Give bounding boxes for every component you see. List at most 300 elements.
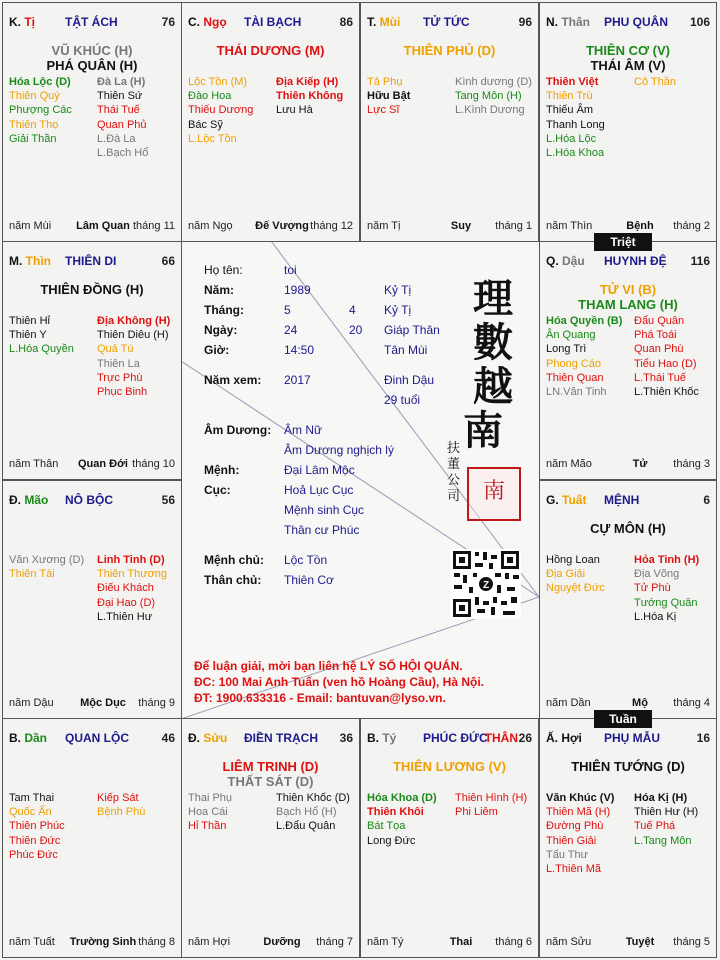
- minor-star: L.Đà La: [97, 132, 136, 145]
- palace-header: [367, 15, 532, 31]
- minor-star: Đẩu Quân: [634, 315, 685, 327]
- life-stage: Thai: [449, 936, 473, 948]
- minor-star: Bệnh Phù: [97, 806, 146, 819]
- palace-footer: [367, 220, 532, 234]
- cuc-label: Cục:: [204, 483, 231, 497]
- red-seal-stamp: 南: [467, 467, 521, 521]
- viewyear-label: Năm xem:: [204, 373, 262, 387]
- minor-star: Trực Phù: [97, 371, 143, 384]
- minor-star: Tấu Thư: [546, 848, 589, 861]
- minor-star: Bạch Hổ (H): [276, 806, 337, 819]
- minor-star: Điếu Khách: [97, 582, 154, 595]
- month-label: tháng 4: [673, 697, 710, 709]
- palace-tuat[interactable]: [539, 480, 717, 719]
- palace-dan[interactable]: [2, 718, 182, 958]
- minor-star: Thai Phụ: [188, 792, 233, 804]
- main-star: THÁI DƯƠNG (M): [216, 43, 325, 58]
- minor-star: Đường Phù: [546, 820, 604, 833]
- branch-label: [9, 254, 51, 268]
- palace-header: [546, 731, 710, 747]
- svg-text:Z: Z: [482, 580, 490, 591]
- branch-part: N.: [546, 15, 562, 29]
- minor-star: Tướng Quân: [634, 596, 698, 609]
- minor-star: Tả Phụ: [367, 76, 403, 88]
- palace-name: TẬT ÁCH: [65, 15, 118, 29]
- minor-star: Hóa Khoa (D): [367, 792, 437, 804]
- name-value: toi: [284, 263, 297, 277]
- palace-thin[interactable]: [2, 241, 182, 480]
- star-column-left: [367, 791, 437, 848]
- main-stars: [361, 43, 538, 58]
- main-star: THÁI ÂM (V): [590, 58, 666, 73]
- main-stars: [182, 759, 359, 789]
- minor-star: Thiếu Âm: [546, 104, 594, 117]
- branch-part: Ấ.: [546, 731, 562, 745]
- minor-star: Thiên Hình (H): [455, 792, 528, 804]
- annual-year: năm Sửu: [546, 936, 592, 948]
- minor-star: Lực Sĩ: [367, 104, 400, 117]
- main-stars: [3, 282, 181, 297]
- palace-footer: [367, 936, 532, 950]
- minor-star: Thiên Khôi: [367, 806, 424, 819]
- center-info-panel: [181, 241, 539, 719]
- palace-name: TÀI BẠCH: [244, 15, 302, 29]
- minor-star: Long Trì: [546, 343, 587, 356]
- viewyear-can: Đinh Dậu: [384, 373, 435, 387]
- minor-star: Giải Thần: [9, 132, 57, 145]
- age-value: 29 tuổi: [384, 393, 421, 407]
- branch-part: T.: [367, 15, 380, 29]
- branch-part: Q.: [546, 254, 563, 268]
- major-period-number: 106: [689, 15, 710, 29]
- star-column-right: [634, 314, 699, 399]
- triet-badge: Triệt: [594, 233, 652, 251]
- star-column-right: [97, 553, 167, 624]
- branch-part: Đ.: [188, 731, 204, 745]
- palace-name: TỬ TỨC: [423, 15, 470, 29]
- minor-star: Văn Khúc (V): [546, 792, 615, 804]
- minor-star: Phượng Các: [9, 104, 72, 117]
- main-star: THIÊN CƠ (V): [585, 43, 671, 58]
- main-stars: [540, 521, 716, 536]
- star-column-right: [97, 314, 170, 399]
- life-stage: Đế Vượng: [255, 220, 309, 232]
- month-label: tháng 8: [138, 936, 175, 948]
- star-column-right: [276, 75, 343, 118]
- major-period-number: 76: [161, 15, 175, 29]
- life-stage: Mộc Dục: [80, 697, 126, 709]
- contact-line-2: ĐC: 100 Mai Anh Tuấn (ven hồ Hoàng Cầu), Hà Nội.: [194, 675, 485, 689]
- palace-name: NÔ BỘC: [65, 493, 113, 507]
- branch-label: [546, 15, 590, 29]
- month-label: tháng 1: [495, 220, 532, 232]
- branch-label: [367, 731, 396, 745]
- minor-star: Thiên Hỉ: [9, 315, 50, 327]
- branch-label: [367, 15, 400, 29]
- branch-label: [9, 15, 35, 29]
- cuc-relation: Mệnh sinh Cục: [284, 503, 365, 517]
- star-column-left: [9, 314, 74, 357]
- life-stage: Suy: [450, 220, 472, 232]
- minor-star: Thiếu Dương: [188, 104, 254, 117]
- minor-star: L.Hóa Lộc: [546, 132, 597, 145]
- branch-part: Thân: [561, 15, 591, 29]
- palace-name: THIÊN DI: [65, 254, 117, 268]
- minor-star: Văn Xương (D): [9, 554, 85, 566]
- main-star: VŨ KHÚC (H): [51, 43, 133, 58]
- month-label: tháng 11: [132, 220, 175, 232]
- branch-part: Hợi: [561, 731, 582, 745]
- menhchu-value: Lộc Tồn: [284, 553, 328, 567]
- star-column-left: [9, 75, 72, 146]
- palace-footer: [546, 936, 710, 950]
- minor-star: L.Tang Môn: [634, 834, 692, 847]
- minor-star: Thiên Giải: [546, 834, 597, 847]
- branch-part: Dần: [24, 731, 48, 745]
- amduong-relation: Âm Dương nghịch lý: [284, 443, 394, 457]
- palace-footer: [9, 220, 175, 234]
- contact-line-3: ĐT: 1900.633316 - Email: bantuvan@lyso.vn.: [194, 691, 446, 705]
- month-can: Kỷ Tị: [384, 303, 412, 317]
- star-column-left: [546, 314, 622, 399]
- major-period-number: 56: [161, 493, 175, 507]
- main-star: PHÁ QUÂN (H): [46, 58, 138, 73]
- life-stage: Bệnh: [626, 220, 654, 232]
- palace-name: PHÚC ĐỨC: [423, 731, 488, 745]
- star-column-right: [97, 75, 148, 160]
- minor-star: Quan Phù: [634, 343, 684, 356]
- minor-star: L.Hóa Quyền: [9, 343, 74, 356]
- minor-star: Tang Môn (H): [455, 90, 522, 103]
- month-label: tháng 2: [673, 220, 710, 232]
- month-label: tháng 10: [132, 458, 175, 470]
- minor-star: L.Thiên Khốc: [634, 386, 699, 399]
- tuan-badge: Tuần: [594, 710, 652, 728]
- star-column-left: [9, 553, 84, 581]
- calligraphy-char: 越: [473, 363, 513, 410]
- branch-part: Dậu: [562, 254, 585, 268]
- life-stage: Lâm Quan: [76, 220, 130, 232]
- life-stage: Tuyệt: [625, 936, 655, 948]
- palace-footer: [9, 936, 175, 950]
- minor-star: Thiên Diêu (H): [97, 329, 169, 342]
- star-column-right: [455, 791, 527, 819]
- minor-star: Hồng Loan: [546, 554, 600, 566]
- life-stage: Trường Sinh: [69, 936, 137, 948]
- minor-star: Địa Giải: [546, 568, 586, 581]
- branch-part: Tị: [24, 15, 36, 29]
- minor-star: LN.Văn Tinh: [546, 386, 607, 399]
- minor-star: Nguyệt Đức: [546, 582, 605, 595]
- minor-star: Quốc Ấn: [9, 806, 52, 819]
- minor-star: Địa Kiếp (H): [276, 76, 339, 88]
- minor-star: Thiên Phúc: [9, 820, 65, 833]
- main-star: THIÊN TƯỚNG (D): [571, 759, 685, 774]
- minor-star: Thiên Quan: [546, 371, 604, 384]
- minor-star: Thiên Mã (H): [546, 806, 611, 819]
- major-period-number: 16: [696, 731, 710, 745]
- day-label: Ngày:: [204, 323, 238, 337]
- branch-label: [546, 731, 582, 745]
- viewyear-value: 2017: [284, 373, 311, 387]
- minor-star: Bát Tọa: [367, 820, 406, 833]
- main-stars: [3, 43, 181, 73]
- than-cu: Thân cư Phúc: [284, 523, 360, 537]
- minor-star: Địa Võng: [634, 568, 680, 581]
- palace-header: [9, 731, 175, 747]
- minor-star: L.Đẩu Quân: [276, 820, 336, 833]
- annual-year: năm Mùi: [9, 220, 52, 232]
- palace-footer: [188, 220, 353, 234]
- annual-year: năm Thân: [9, 458, 59, 470]
- annual-year: năm Ngọ: [188, 220, 233, 232]
- seal-vertical-text: [447, 441, 463, 505]
- branch-part: B.: [9, 731, 25, 745]
- star-column-right: [276, 791, 350, 834]
- amduong-label: Âm Dương:: [204, 423, 272, 437]
- calligraphy-char: 理: [473, 275, 513, 322]
- star-column-right: [634, 553, 699, 624]
- main-stars: [361, 759, 538, 774]
- major-period-number: 46: [161, 731, 175, 745]
- minor-star: Ân Quang: [546, 329, 596, 342]
- star-column-left: [188, 791, 232, 834]
- minor-star: Lộc Tồn (M): [188, 76, 248, 88]
- minor-star: Bác Sỹ: [188, 118, 223, 131]
- minor-star: Thái Tuế: [97, 104, 140, 117]
- month-solar: 5: [284, 303, 291, 317]
- palace-name: QUAN LỘC: [65, 731, 129, 745]
- minor-star: Lưu Hà: [276, 104, 313, 117]
- palace-name: MỆNH: [604, 493, 640, 507]
- palace-name: PHU QUÂN: [604, 15, 669, 29]
- palace-name: PHỤ MẪU: [604, 731, 660, 745]
- minor-star: Kình dương (D): [455, 76, 532, 88]
- month-label: tháng 9: [138, 697, 175, 709]
- minor-star: Cô Thần: [634, 76, 676, 88]
- palace-name: ĐIỀN TRẠCH: [244, 731, 318, 745]
- year-value: 1989: [284, 283, 311, 297]
- branch-part: Thìn: [25, 254, 51, 268]
- life-stage: Quan Đới: [78, 458, 128, 470]
- star-column-left: [188, 75, 253, 146]
- month-label: tháng 7: [316, 936, 353, 948]
- palace-ngo[interactable]: [181, 2, 360, 242]
- minor-star: Thiên Tài: [9, 568, 55, 581]
- main-star: CỰ MÔN (H): [590, 521, 666, 536]
- palace-header: [546, 493, 710, 509]
- major-period-number: 66: [161, 254, 175, 268]
- major-period-number: 36: [339, 731, 353, 745]
- day-lunar: 20: [349, 323, 363, 337]
- minor-star: Hóa Quyền (B): [546, 315, 623, 327]
- minor-star: Thanh Long: [546, 118, 605, 131]
- branch-label: [188, 731, 227, 745]
- palace-header: [188, 731, 353, 747]
- minor-star: Thiên La: [97, 357, 140, 370]
- month-label: tháng 5: [673, 936, 710, 948]
- annual-year: năm Dậu: [9, 697, 54, 709]
- minor-star: Địa Không (H): [97, 315, 171, 327]
- minor-star: Phong Cáo: [546, 357, 602, 370]
- minor-star: Hữu Bật: [367, 90, 411, 103]
- star-column-left: [9, 791, 65, 862]
- life-stage: Tử: [632, 458, 648, 470]
- minor-star: L.Thiên Mã: [546, 863, 602, 876]
- branch-part: B.: [367, 731, 383, 745]
- month-label: tháng 6: [495, 936, 532, 948]
- palace-dau[interactable]: [539, 241, 717, 480]
- minor-star: Đại Hao (D): [97, 596, 156, 609]
- palace-mui[interactable]: [360, 2, 539, 242]
- minor-star: L.Hóa Kị: [634, 610, 677, 623]
- seal-char: 司: [447, 489, 461, 504]
- palace-mao[interactable]: [2, 480, 182, 719]
- main-star: TỬ VI (B): [599, 282, 657, 297]
- star-column-left: [546, 75, 605, 160]
- amduong-value: Âm Nữ: [284, 423, 323, 437]
- branch-part: Tý: [382, 731, 397, 745]
- palace-header: [9, 254, 175, 270]
- major-period-number: 96: [518, 15, 532, 29]
- name-label: Họ tên:: [204, 263, 243, 277]
- star-column-right: [634, 791, 698, 848]
- minor-star: Đào Hoa: [188, 90, 232, 103]
- star-column-right: [97, 791, 145, 819]
- minor-star: Thiên Sứ: [97, 90, 143, 103]
- minor-star: L.Thiên Hư: [97, 610, 153, 623]
- minor-star: Tiểu Hao (D): [634, 357, 697, 370]
- menhchu-label: Mệnh chủ:: [204, 553, 264, 567]
- life-stage: Dưỡng: [263, 936, 301, 948]
- palace-than[interactable]: [539, 2, 717, 242]
- minor-star: Phục Binh: [97, 386, 148, 399]
- year-can: Kỷ Tị: [384, 283, 412, 297]
- minor-star: Thiên Y: [9, 329, 47, 342]
- major-period-number: 116: [690, 254, 710, 268]
- palace-header: [188, 15, 353, 31]
- minor-star: Tuế Phá: [634, 820, 676, 833]
- seal-char: 扶: [447, 441, 461, 456]
- palace-ty[interactable]: [2, 2, 182, 242]
- star-column-right: [634, 75, 676, 89]
- minor-star: Hóa Lộc (D): [9, 76, 71, 88]
- annual-year: năm Tuất: [9, 936, 55, 948]
- qr-code-icon: [451, 549, 521, 619]
- main-star: LIÊM TRINH (D): [222, 759, 319, 774]
- major-period-number: 86: [339, 15, 353, 29]
- hour-can: Tân Mùi: [384, 343, 428, 357]
- branch-part: Mão: [24, 493, 49, 507]
- than-badge: THÂN: [484, 731, 518, 745]
- minor-star: Tam Thai: [9, 792, 55, 804]
- minor-star: Thiên Thương: [97, 568, 168, 581]
- minor-star: Quan Phủ: [97, 118, 147, 131]
- minor-star: Tử Phù: [634, 582, 671, 595]
- branch-label: [546, 254, 585, 268]
- month-label: tháng 12: [310, 220, 353, 232]
- palace-footer: [9, 697, 175, 711]
- minor-star: L.Kình Dương: [455, 104, 525, 117]
- calligraphy-char: 南: [463, 407, 503, 454]
- minor-star: Thiên Hư (H): [634, 806, 699, 819]
- minor-star: Hỏa Tinh (H): [634, 554, 700, 566]
- palace-hoi[interactable]: [539, 718, 717, 958]
- minor-star: L.Thái Tuế: [634, 371, 686, 384]
- branch-part: C.: [188, 15, 204, 29]
- palace-footer: [546, 697, 710, 711]
- minor-star: Hỉ Thần: [188, 820, 227, 833]
- minor-star: Thiên Quý: [9, 90, 60, 103]
- palace-header: [546, 254, 710, 270]
- palace-header: [546, 15, 710, 31]
- minor-star: Phúc Đức: [9, 848, 58, 861]
- palace-header: [367, 731, 532, 747]
- minor-star: Thiên Thọ: [9, 118, 59, 131]
- palace-footer: [188, 936, 353, 950]
- branch-part: Sửu: [203, 731, 228, 745]
- minor-star: Đà La (H): [97, 76, 146, 88]
- branch-label: [546, 493, 586, 507]
- minor-star: Hoa Cái: [188, 806, 228, 819]
- calligraphy-char: 數: [473, 319, 513, 366]
- star-column-left: [546, 553, 605, 596]
- branch-part: G.: [546, 493, 563, 507]
- palace-footer: [9, 458, 175, 472]
- branch-label: [9, 731, 47, 745]
- minor-star: Phi Liêm: [455, 806, 498, 819]
- hour-value: 14:50: [284, 343, 315, 357]
- cuc-value: Hoả Lục Cục: [284, 483, 354, 497]
- minor-star: L.Lộc Tồn: [188, 132, 237, 145]
- calligraphy-logo: [463, 267, 523, 457]
- palace-name: HUYNH ĐỆ: [604, 254, 667, 268]
- menh-value: Đại Lâm Mộc: [284, 463, 355, 477]
- main-stars: [540, 282, 716, 312]
- star-column-left: [367, 75, 410, 118]
- seal-char: 公: [447, 473, 461, 488]
- minor-star: L.Hóa Khoa: [546, 147, 605, 160]
- minor-star: Long Đức: [367, 834, 416, 847]
- branch-part: M.: [9, 254, 26, 268]
- main-star: THIÊN ĐỒNG (H): [40, 282, 144, 297]
- main-stars: [182, 43, 359, 58]
- minor-star: Phá Toái: [634, 329, 677, 342]
- minor-star: Thiên Đức: [9, 834, 61, 847]
- year-label: Năm:: [204, 283, 235, 297]
- minor-star: Thiên Không: [276, 90, 344, 103]
- branch-label: [188, 15, 227, 29]
- branch-part: Mùi: [379, 15, 401, 29]
- annual-year: năm Hợi: [188, 936, 231, 948]
- minor-star: Thiên Việt: [546, 76, 599, 88]
- minor-star: Kiếp Sát: [97, 792, 139, 804]
- palace-ty2[interactable]: [360, 718, 539, 958]
- annual-year: năm Dần: [546, 697, 591, 709]
- minor-star: Quả Tú: [97, 343, 134, 356]
- main-star: THIÊN PHỦ (D): [403, 43, 496, 58]
- palace-footer: [546, 220, 710, 234]
- major-period-number: 6: [703, 493, 710, 507]
- hour-label: Giờ:: [204, 343, 230, 357]
- palace-suu[interactable]: [181, 718, 360, 958]
- palace-footer: [546, 458, 710, 472]
- life-stage: Mộ: [632, 697, 648, 709]
- month-lunar: 4: [349, 303, 356, 317]
- branch-part: Tuất: [562, 493, 587, 507]
- annual-year: năm Thìn: [546, 220, 593, 232]
- star-column-left: [546, 791, 614, 876]
